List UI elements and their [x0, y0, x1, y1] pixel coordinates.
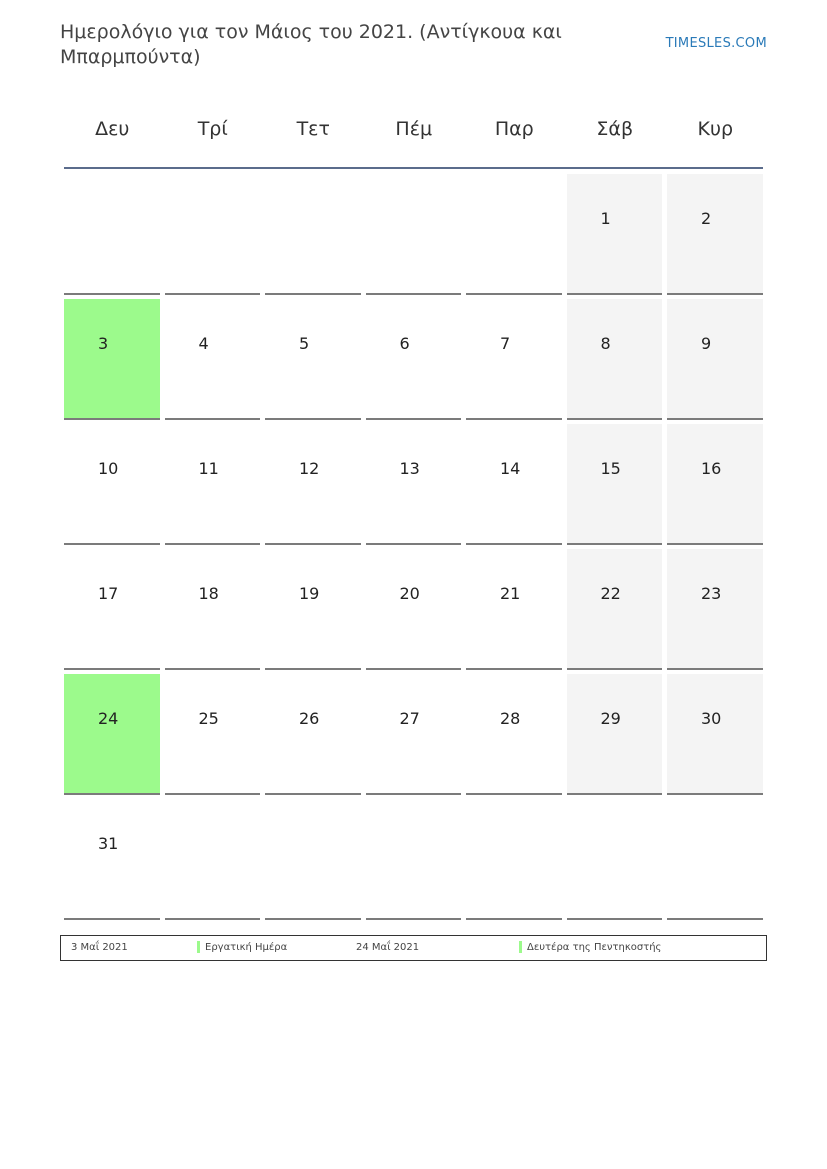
day-number: 3 — [98, 334, 109, 353]
day-number: 28 — [500, 709, 521, 728]
holiday-legend — [60, 935, 767, 961]
day-cell-background — [466, 424, 562, 545]
day-cell-background — [165, 424, 261, 545]
day-cell[interactable] — [163, 674, 264, 799]
day-number: 13 — [399, 459, 420, 478]
day-cell[interactable] — [263, 299, 364, 424]
day-cell-background — [567, 174, 663, 295]
day-number: 30 — [701, 709, 722, 728]
day-number: 25 — [198, 709, 219, 728]
brand-link[interactable]: TIMESLES.COM — [665, 36, 767, 51]
day-cell[interactable] — [62, 799, 163, 924]
day-cell-background — [667, 674, 763, 795]
day-cell-background — [567, 424, 663, 545]
legend-holiday-name: Εργατική Ημέρα — [205, 942, 288, 953]
day-cell[interactable] — [665, 299, 766, 424]
day-cell-background — [366, 174, 462, 295]
legend-holiday-name: Δευτέρα της Πεντηκοστής — [527, 942, 662, 953]
day-cell-background — [165, 799, 261, 920]
day-cell-background — [64, 424, 160, 545]
day-cell[interactable] — [665, 174, 766, 299]
day-cell[interactable] — [163, 549, 264, 674]
day-cell-background — [64, 299, 160, 420]
day-cell-background — [64, 174, 160, 295]
holiday-color-marker — [197, 941, 200, 953]
day-number: 1 — [600, 209, 611, 228]
day-number: 8 — [600, 334, 611, 353]
empty-day-cell — [62, 174, 163, 299]
day-cell-background — [64, 674, 160, 795]
day-cell-background — [64, 549, 160, 670]
day-cell-background — [165, 674, 261, 795]
day-number: 2 — [701, 209, 712, 228]
day-number: 23 — [701, 584, 722, 603]
day-cell[interactable] — [565, 174, 666, 299]
day-cell-background — [667, 424, 763, 545]
day-number: 18 — [198, 584, 219, 603]
day-cell[interactable] — [364, 424, 465, 549]
day-number: 26 — [299, 709, 320, 728]
day-number: 16 — [701, 459, 722, 478]
empty-day-cell — [263, 174, 364, 299]
day-number: 4 — [198, 334, 209, 353]
day-cell[interactable] — [263, 674, 364, 799]
day-cell[interactable] — [364, 549, 465, 674]
day-cell-background — [667, 299, 763, 420]
day-cell-background — [466, 174, 562, 295]
day-cell-background — [366, 799, 462, 920]
day-cell-background — [466, 549, 562, 670]
day-cell[interactable] — [364, 299, 465, 424]
calendar-grid — [62, 174, 766, 924]
day-cell[interactable] — [565, 299, 666, 424]
day-number: 17 — [98, 584, 119, 603]
day-cell-background — [165, 174, 261, 295]
day-cell[interactable] — [565, 549, 666, 674]
day-cell[interactable] — [665, 549, 766, 674]
day-cell[interactable] — [364, 674, 465, 799]
day-number: 11 — [198, 459, 219, 478]
empty-day-cell — [163, 174, 264, 299]
day-number: 20 — [399, 584, 420, 603]
day-cell[interactable] — [163, 424, 264, 549]
day-cell-background — [667, 174, 763, 295]
weekday-label: Τρί — [197, 118, 228, 140]
header-divider — [64, 167, 763, 169]
day-cell[interactable] — [464, 674, 565, 799]
day-number: 29 — [600, 709, 621, 728]
day-cell[interactable] — [665, 674, 766, 799]
day-number: 7 — [500, 334, 511, 353]
day-number: 21 — [500, 584, 521, 603]
day-cell[interactable] — [464, 549, 565, 674]
day-cell-background — [366, 549, 462, 670]
day-cell-background — [567, 674, 663, 795]
empty-day-cell — [364, 799, 465, 924]
weekday-header — [62, 105, 766, 155]
day-number: 12 — [299, 459, 320, 478]
day-cell-background — [667, 549, 763, 670]
holiday-color-marker — [519, 941, 522, 953]
day-cell[interactable] — [263, 549, 364, 674]
legend-date: 3 Μαΐ 2021 — [71, 942, 128, 953]
day-cell-background — [165, 299, 261, 420]
day-number: 19 — [299, 584, 320, 603]
day-number: 22 — [600, 584, 621, 603]
empty-day-cell — [364, 174, 465, 299]
day-cell[interactable] — [62, 299, 163, 424]
empty-day-cell — [464, 799, 565, 924]
day-cell[interactable] — [62, 549, 163, 674]
empty-day-cell — [163, 799, 264, 924]
day-cell[interactable] — [464, 424, 565, 549]
day-number: 14 — [500, 459, 521, 478]
day-cell-background — [366, 674, 462, 795]
day-cell-background — [265, 299, 361, 420]
day-number: 31 — [98, 834, 119, 853]
weekday-label: Πέμ — [395, 118, 433, 140]
weekday-label: Παρ — [494, 118, 534, 140]
day-cell-background — [265, 174, 361, 295]
day-number: 9 — [701, 334, 712, 353]
day-cell-background — [567, 549, 663, 670]
day-cell[interactable] — [263, 424, 364, 549]
day-cell-background — [265, 799, 361, 920]
weekday-label: Κυρ — [697, 118, 733, 140]
day-cell-background — [265, 674, 361, 795]
empty-day-cell — [665, 799, 766, 924]
empty-day-cell — [565, 799, 666, 924]
day-number: 27 — [399, 709, 420, 728]
day-cell-background — [265, 424, 361, 545]
weekday-label: Σάβ — [596, 118, 634, 140]
empty-day-cell — [464, 174, 565, 299]
day-number: 10 — [98, 459, 119, 478]
day-number: 5 — [299, 334, 310, 353]
day-cell[interactable] — [62, 674, 163, 799]
day-cell-background — [165, 549, 261, 670]
weekday-label: Τετ — [296, 118, 330, 140]
day-cell-background — [667, 799, 763, 920]
day-cell-background — [466, 674, 562, 795]
day-cell[interactable] — [665, 424, 766, 549]
day-cell[interactable] — [62, 424, 163, 549]
day-cell-background — [64, 799, 160, 920]
day-number: 6 — [399, 334, 410, 353]
day-cell[interactable] — [565, 674, 666, 799]
day-cell-background — [366, 299, 462, 420]
day-cell-background — [567, 799, 663, 920]
day-cell-background — [567, 299, 663, 420]
day-number: 15 — [600, 459, 621, 478]
day-cell[interactable] — [464, 299, 565, 424]
day-cell[interactable] — [565, 424, 666, 549]
legend-date: 24 Μαΐ 2021 — [356, 942, 420, 953]
day-number: 24 — [98, 709, 119, 728]
day-cell-background — [265, 549, 361, 670]
day-cell-background — [466, 799, 562, 920]
day-cell-background — [466, 299, 562, 420]
empty-day-cell — [263, 799, 364, 924]
weekday-label: Δευ — [95, 118, 130, 140]
day-cell[interactable] — [163, 299, 264, 424]
page-title: Ημερολόγιο για τον Μάιος του 2021. (Αντίγκουα και Μπαρμπούντα) — [60, 21, 562, 68]
day-cell-background — [366, 424, 462, 545]
